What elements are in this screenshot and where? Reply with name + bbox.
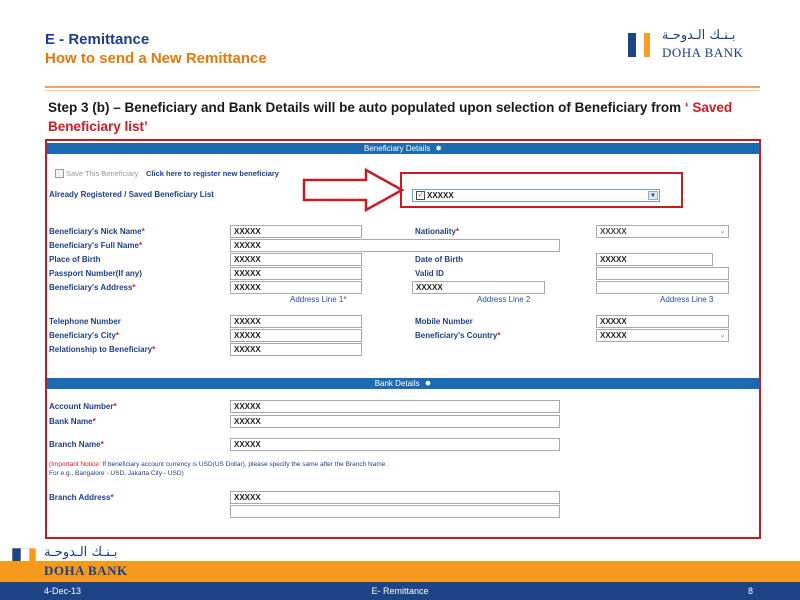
save-beneficiary-checkbox[interactable]	[55, 169, 64, 178]
save-beneficiary-label: Save This Beneficiary	[66, 169, 139, 178]
relationship-label: Relationship to Beneficiary*	[49, 345, 156, 354]
notice-prefix: (Important Notice:	[49, 461, 101, 468]
telephone-input[interactable]: XXXXX	[230, 315, 362, 328]
valid-id-label: Valid ID	[415, 269, 444, 278]
nationality-label: Nationality*	[415, 227, 460, 236]
place-of-birth-label: Place of Birth	[49, 255, 101, 264]
bank-name-input[interactable]: XXXXX	[230, 415, 560, 428]
important-notice	[49, 460, 387, 478]
telephone-label: Telephone Number	[49, 317, 121, 326]
account-number-label: Account Number*	[49, 402, 117, 411]
chevron-down-icon[interactable]: ⌄	[719, 332, 726, 339]
logo-english-text: DOHA BANK	[662, 45, 744, 60]
doha-bank-logo	[624, 28, 760, 64]
step-text: Step 3 (b) – Beneficiary and Bank Details will be auto populated upon selection of Beneficiary from	[48, 100, 685, 115]
logo-arabic-text: بـنـك الـدوحـة	[662, 28, 736, 43]
relationship-input[interactable]: XXXXX	[230, 343, 362, 356]
footer-logo-arabic: بـنـك الـدوحـة	[44, 545, 118, 560]
branch-name-input[interactable]: XXXXX	[230, 438, 560, 451]
full-name-label: Beneficiary's Full Name*	[49, 241, 143, 250]
notice-line2: For e.g., Bangalore - USD, Jakarta City - USD)	[49, 470, 184, 477]
bank-details-header[interactable]	[47, 378, 759, 389]
address-line1-input[interactable]: XXXXX	[230, 281, 362, 294]
chevron-down-icon[interactable]: ⌄	[719, 228, 726, 235]
pointer-arrow-icon	[302, 168, 406, 212]
bank-name-label: Bank Name*	[49, 417, 96, 426]
dob-label: Date of Birth	[415, 255, 463, 264]
beneficiary-details-title: Beneficiary Details	[364, 144, 431, 153]
footer-bar	[0, 582, 800, 600]
branch-name-label: Branch Name*	[49, 440, 104, 449]
chevron-double-down-icon[interactable]: ✸	[424, 379, 432, 388]
full-name-input[interactable]: XXXXX	[230, 239, 560, 252]
dob-input[interactable]: XXXXX	[596, 253, 713, 266]
saved-beneficiary-select[interactable]	[412, 189, 660, 202]
register-new-beneficiary-link[interactable]: Click here to register new beneficiary	[146, 169, 279, 178]
country-value: XXXXX	[600, 331, 627, 340]
notice-line1: If beneficiary account currency is USD(US Dollar), please specify the same after the Branch Name.	[100, 461, 388, 468]
mobile-input[interactable]: XXXXX	[596, 315, 729, 328]
address-label: Beneficiary's Address*	[49, 283, 136, 292]
country-select[interactable]	[596, 329, 729, 342]
nationality-select[interactable]	[596, 225, 729, 238]
city-input[interactable]: XXXXX	[230, 329, 362, 342]
account-number-input[interactable]: XXXXX	[230, 400, 560, 413]
footer-logo-english: DOHA BANK	[44, 563, 128, 578]
chevron-down-icon[interactable]: ▼	[648, 191, 658, 200]
checkmark-icon: ✓	[417, 192, 424, 199]
doha-bank-logo-mark-icon	[624, 30, 654, 60]
beneficiary-details-header[interactable]	[47, 143, 759, 154]
city-label: Beneficiary's City*	[49, 331, 119, 340]
page-number: 8	[748, 586, 754, 596]
branch-address-label: Branch Address*	[49, 493, 114, 502]
nick-name-input[interactable]: XXXXX	[230, 225, 362, 238]
branch-address-input[interactable]: XXXXX	[230, 491, 560, 504]
address-line2-hint: Address Line 2	[477, 295, 531, 304]
address-line2-input[interactable]: XXXXX	[412, 281, 545, 294]
address-line1-hint: Address Line 1*	[290, 295, 347, 304]
step-highlight: ‘ Saved Beneficiary list’	[48, 100, 733, 134]
passport-input[interactable]: XXXXX	[230, 267, 362, 280]
bank-details-title: Bank Details	[374, 379, 420, 388]
footer-title: E- Remittance	[371, 586, 429, 596]
footer-orange-band	[0, 561, 800, 582]
step-instruction	[48, 98, 758, 136]
passport-label: Passport Number(If any)	[49, 269, 142, 278]
address-line3-hint: Address Line 3	[660, 295, 714, 304]
nationality-value: XXXXX	[600, 227, 627, 236]
mobile-label: Mobile Number	[415, 317, 473, 326]
place-of-birth-input[interactable]: XXXXX	[230, 253, 362, 266]
address-line3-input[interactable]	[596, 281, 729, 294]
nick-name-label: Beneficiary's Nick Name*	[49, 227, 145, 236]
chevron-double-down-icon[interactable]: ✸	[435, 144, 442, 153]
page-subtitle: How to send a New Remittance	[45, 50, 267, 67]
page-title: E - Remittance	[45, 31, 150, 48]
valid-id-input[interactable]	[596, 267, 729, 280]
remittance-form	[45, 139, 761, 539]
header-divider	[45, 86, 760, 88]
branch-address-input-2[interactable]	[230, 505, 560, 518]
header-divider-light	[45, 90, 760, 91]
saved-beneficiary-list-label: Already Registered / Saved Beneficiary List	[49, 190, 214, 199]
country-label: Beneficiary's Country*	[415, 331, 501, 340]
saved-beneficiary-value: XXXXX	[427, 191, 454, 200]
footer-date: 4-Dec-13	[44, 586, 82, 596]
